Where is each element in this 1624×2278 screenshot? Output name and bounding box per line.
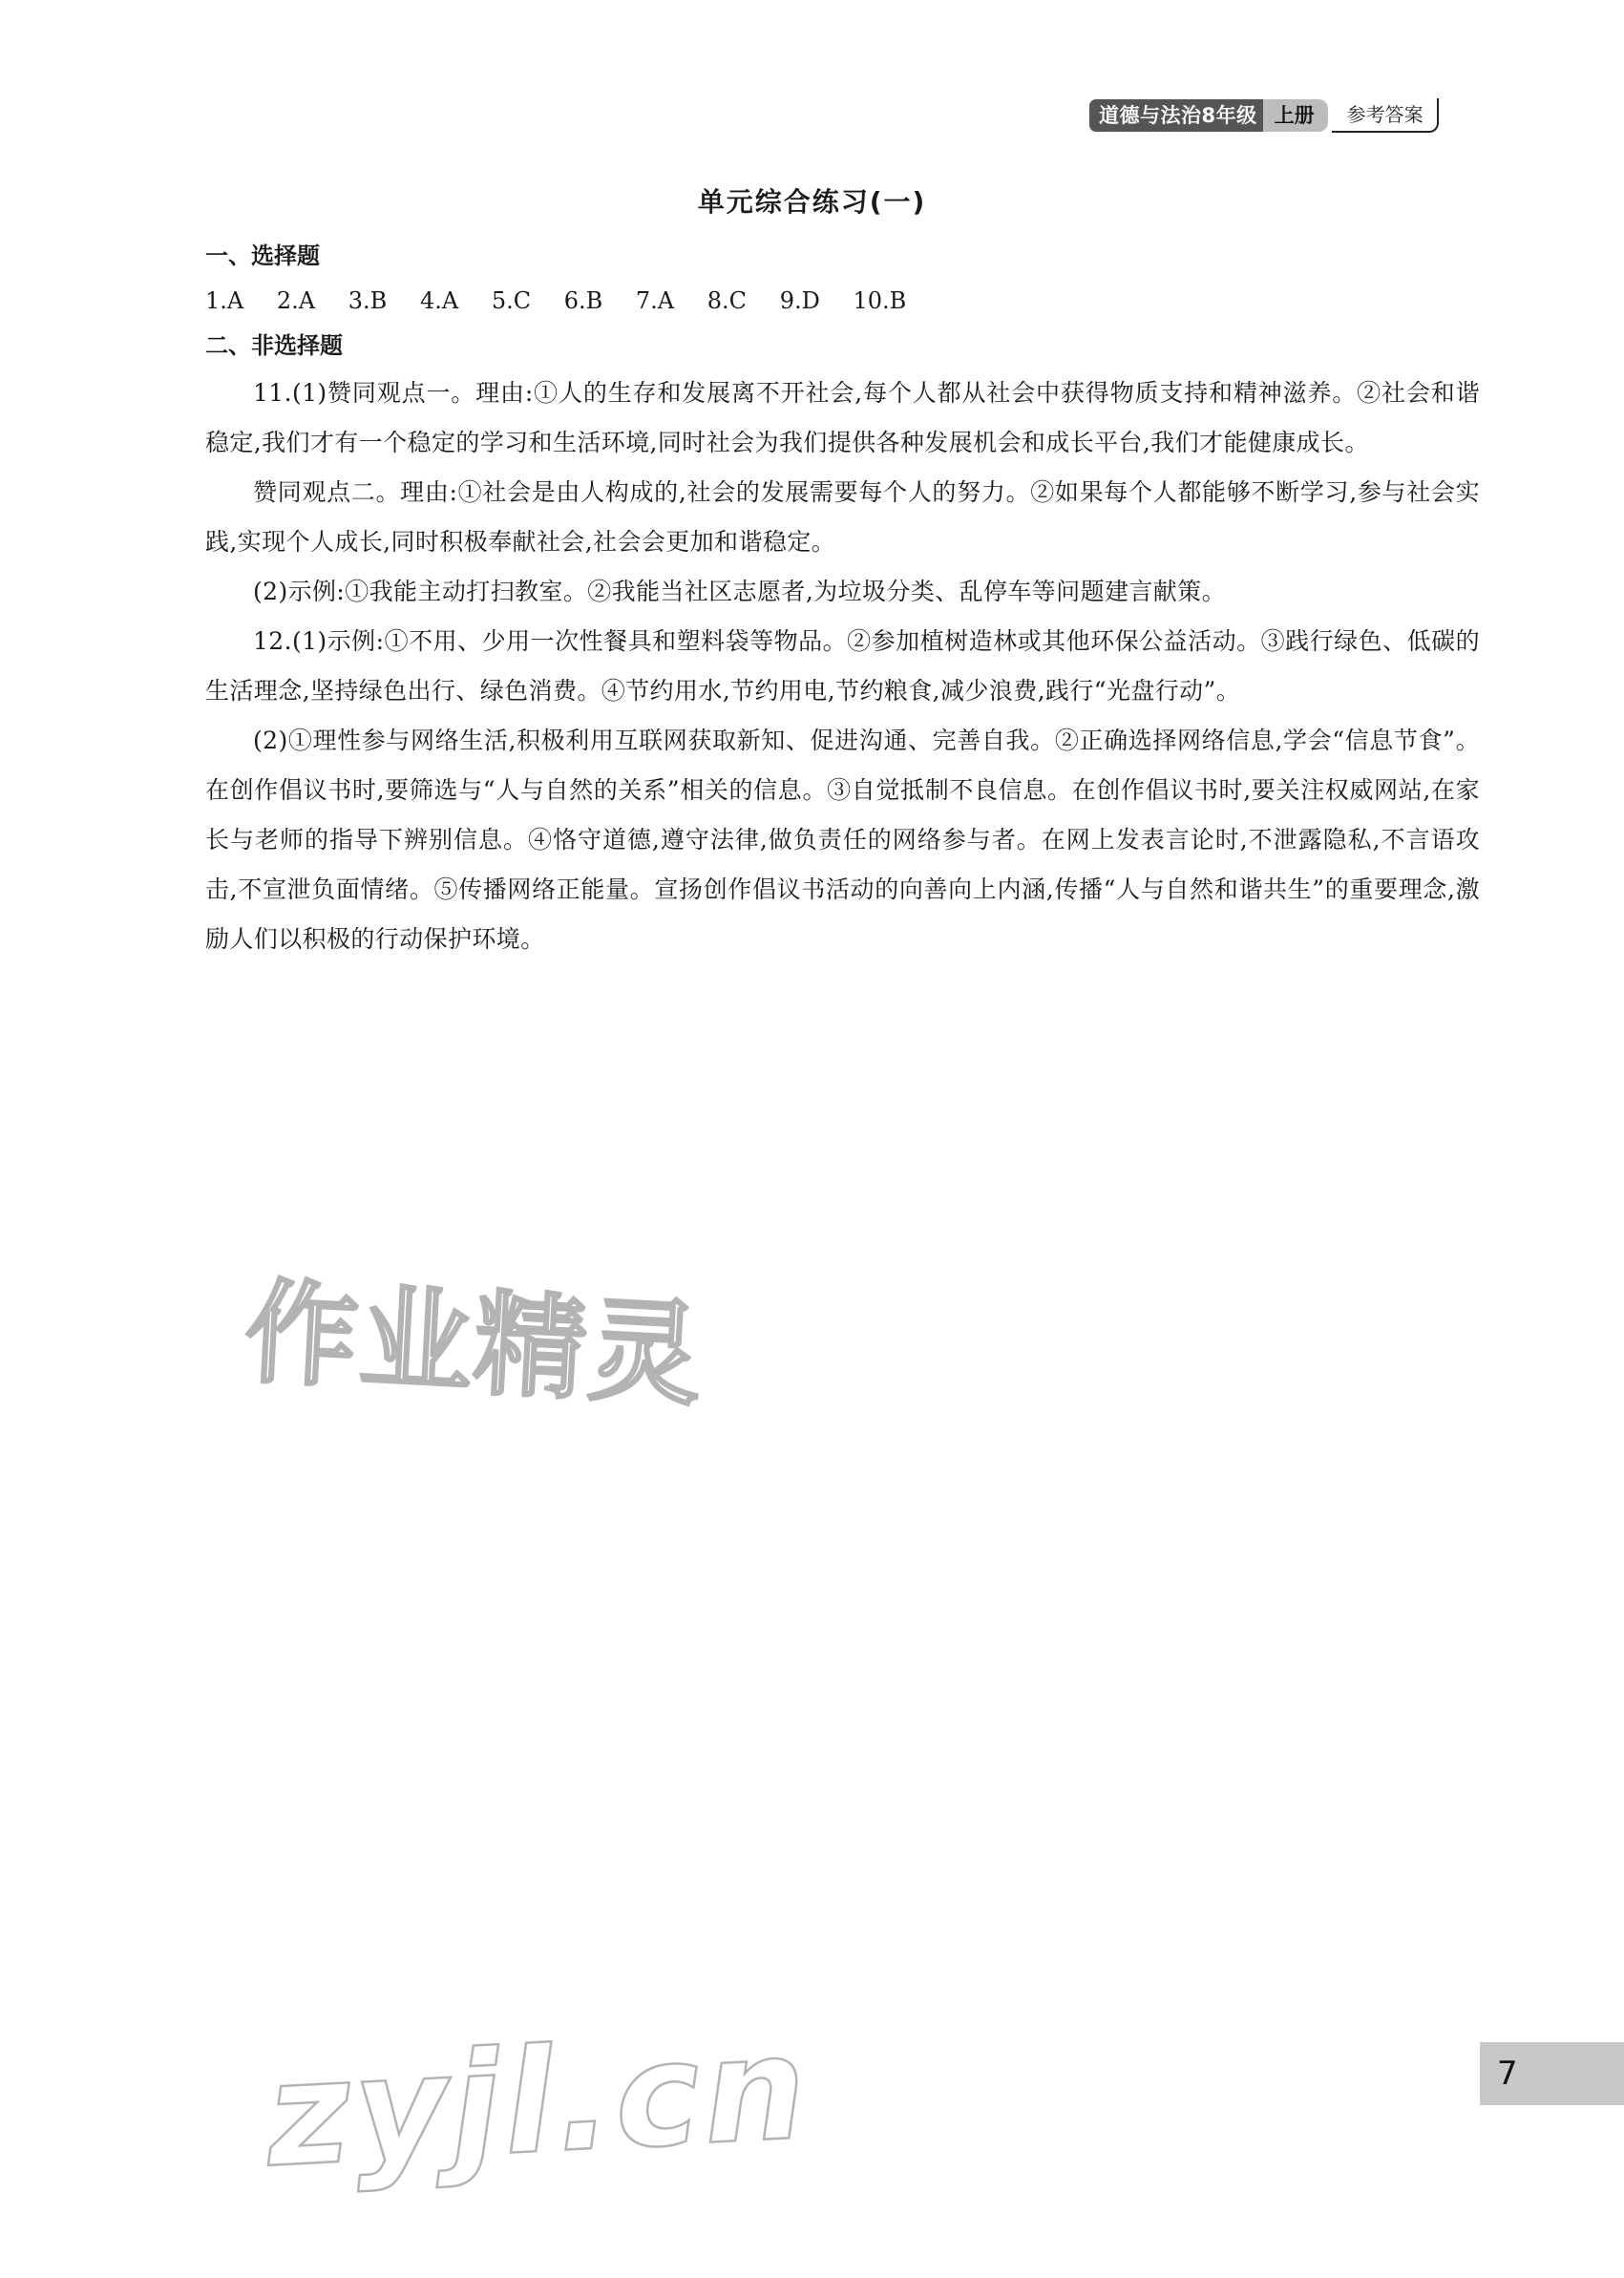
- answer-paragraph: 11.(1)赞同观点一。理由:①人的生存和发展离不开社会,每个人都从社会中获得物质支持和精神滋养。②社会和谐稳定,我们才有一个稳定的学习和生活环境,同时社会为我们提供各种发展机会和成长平台,我们才能健康成长。: [205, 379, 1480, 456]
- answer-item: 7.A: [635, 287, 675, 314]
- watermark-url: zyjl.cn: [263, 2005, 813, 2200]
- answer-item: 3.B: [348, 287, 388, 314]
- answer-content: [205, 237, 1480, 964]
- answer-item: 9.D: [779, 287, 820, 314]
- page-title: 单元综合练习(一): [697, 186, 927, 218]
- watermark-logo: 作业精灵: [242, 1265, 707, 1422]
- answer-paragraph: (2)①理性参与网络生活,积极利用互联网获取新知、促进沟通、完善自我。②正确选择网络信息,学会“信息节食”。在创作倡议书时,要筛选与“人与自然的关系”相关的信息。③自觉抵制不良信息。在创作倡议书时,要关注权威网站,在家长与老师的指导下辨别信息。④恪守道德,遵守法律,做负责任的网络参与者。在网上发表言论时,不泄露隐私,不言语攻击,不宣泄负面情绪。⑤传播网络正能量。宣扬创作倡议书活动的向善向上内涵,传播“人与自然和谐共生”的重要理念,激励人们以积极的行动保护环境。: [205, 727, 1480, 953]
- answer-item: 10.B: [853, 287, 907, 314]
- answer-paragraph: 12.(1)示例:①不用、少用一次性餐具和塑料袋等物品。②参加植树造林或其他环保公益活动。③践行绿色、低碳的生活理念,坚持绿色出行、绿色消费。④节约用水,节约用电,节约粮食,减少浪费,践行“光盘行动”。: [205, 627, 1480, 705]
- answer-item: 6.B: [563, 287, 603, 314]
- answer-item: 5.C: [491, 287, 532, 314]
- page-number: 7: [1480, 2042, 1624, 2105]
- answer-item: 4.A: [419, 287, 459, 314]
- answer-paragraph: (2)示例:①我能主动打扫教室。②我能当社区志愿者,为垃圾分类、乱停车等问题建言献策。: [253, 578, 1226, 605]
- section-heading-non-choice: 二、非选择题: [205, 332, 343, 359]
- section-heading-choice: 一、选择题: [205, 243, 320, 269]
- answer-item: 2.A: [276, 287, 316, 314]
- header-volume: 上册: [1263, 99, 1328, 132]
- running-header: [1089, 99, 1439, 132]
- choice-answers: [205, 275, 1480, 327]
- answer-item: 1.A: [205, 287, 244, 314]
- answer-paragraph: 赞同观点二。理由:①社会是由人构成的,社会的发展需要每个人的努力。②如果每个人都能够不断学习,参与社会实践,实现个人成长,同时积极奉献社会,社会会更加和谐稳定。: [205, 478, 1480, 556]
- header-subject: 道德与法治8年级: [1089, 99, 1265, 132]
- answer-item: 8.C: [707, 287, 748, 314]
- header-tag: 参考答案: [1332, 98, 1439, 133]
